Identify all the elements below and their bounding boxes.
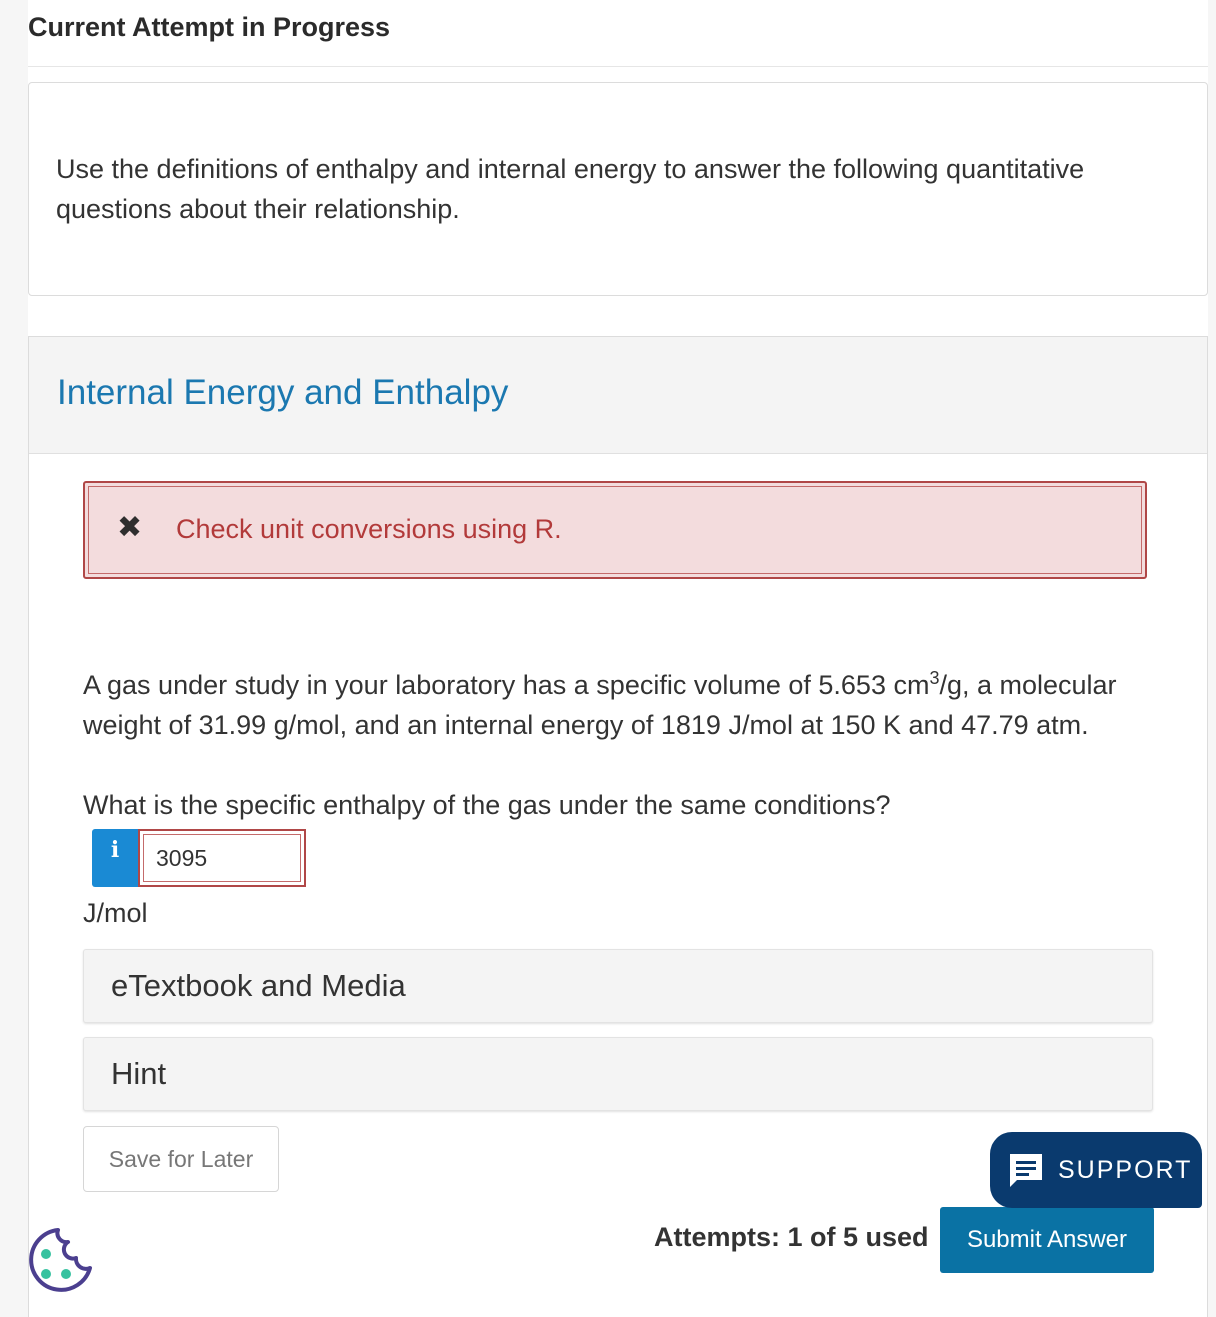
- hint-toggle[interactable]: [83, 1037, 1153, 1111]
- x-icon: ✖: [117, 511, 143, 544]
- hint-label: Hint: [111, 1056, 167, 1091]
- problem-superscript: 3: [929, 668, 940, 688]
- intro-card: [28, 82, 1208, 296]
- problem-statement: [83, 665, 1163, 745]
- feedback-text: Check unit conversions using R.: [176, 514, 562, 544]
- info-button[interactable]: i: [92, 829, 138, 887]
- etextbook-media-label: eTextbook and Media: [111, 968, 406, 1003]
- question-header: [29, 337, 1207, 454]
- save-for-later-button[interactable]: Save for Later: [83, 1126, 279, 1192]
- problem-text-part2: /g, a molecular weight of 31.99 g/mol, and an internal energy of 1819 J/mol at 150 K and 47.79 atm.: [83, 670, 1117, 740]
- answer-field-frame: [138, 829, 306, 887]
- cookie-icon: [20, 1224, 96, 1300]
- intro-text: Use the definitions of enthalpy and internal energy to answer the following quantitative questions about their relationship.: [56, 154, 1085, 224]
- cookie-settings-button[interactable]: [20, 1224, 96, 1300]
- submit-answer-button[interactable]: Submit Answer: [940, 1207, 1154, 1273]
- attempts-counter: Attempts: 1 of 5 used: [654, 1222, 929, 1252]
- support-button[interactable]: [990, 1132, 1202, 1208]
- question-title: Internal Energy and Enthalpy: [57, 373, 509, 412]
- support-label: SUPPORT: [1058, 1156, 1193, 1184]
- problem-text-part1: A gas under study in your laboratory has a specific volume of 5.653 cm: [83, 670, 930, 700]
- answer-unit: J/mol: [83, 898, 148, 928]
- etextbook-media-toggle[interactable]: [83, 949, 1153, 1023]
- header-divider: [28, 66, 1208, 67]
- answer-input[interactable]: [140, 831, 304, 885]
- assignment-page: [28, 0, 1208, 1297]
- feedback-alert: [83, 481, 1147, 579]
- status-title: Current Attempt in Progress: [28, 12, 391, 42]
- question-prompt: What is the specific enthalpy of the gas under the same conditions?: [83, 790, 891, 820]
- chat-icon: [1007, 1151, 1045, 1189]
